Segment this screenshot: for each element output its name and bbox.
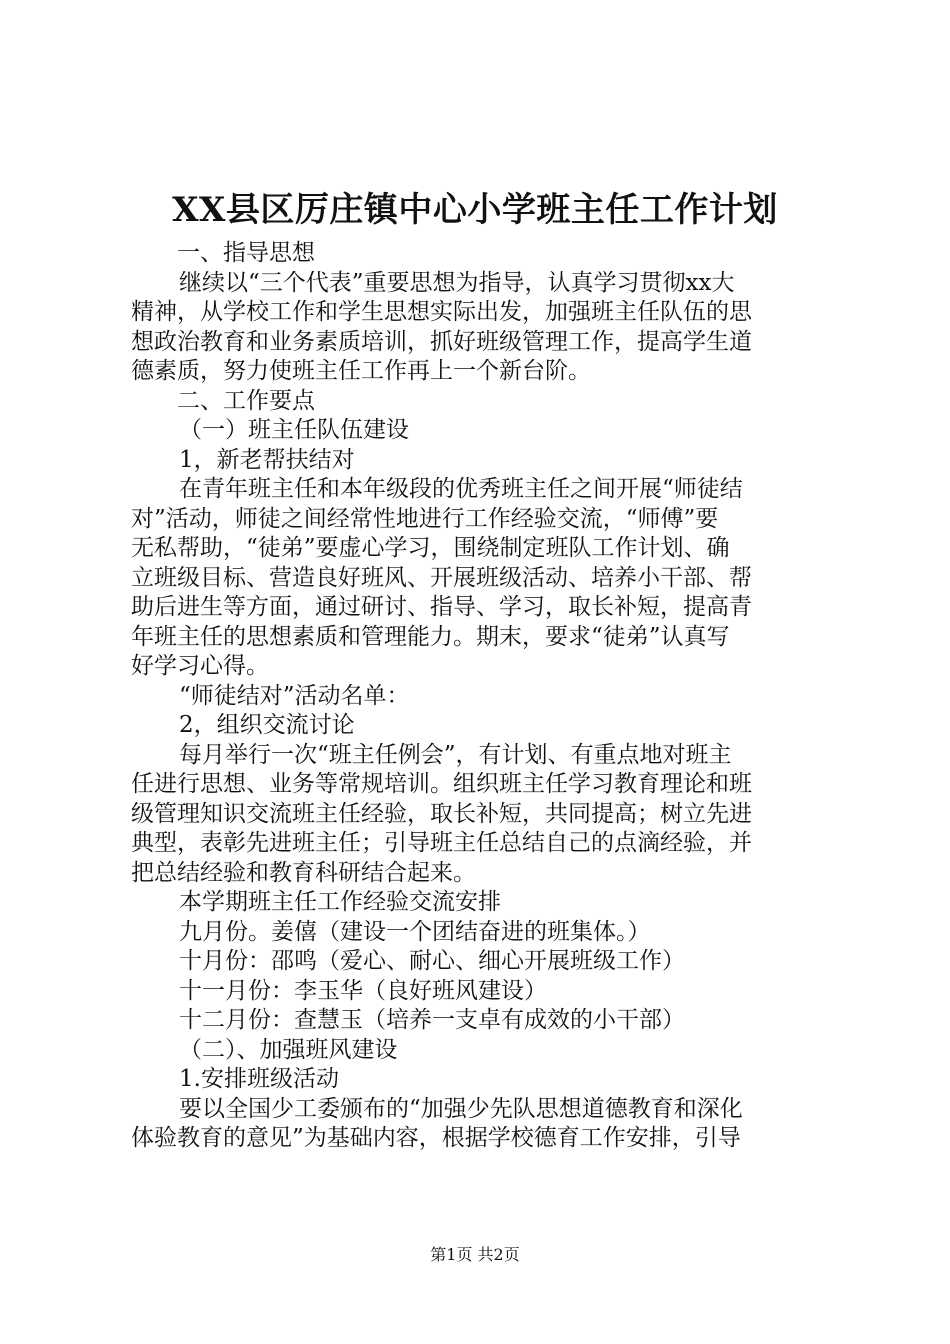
section-heading: 二、工作要点 <box>177 387 315 414</box>
paragraph-line: 立班级目标、营造良好班风、开展班级活动、培养小干部、帮 <box>131 564 752 591</box>
subsection-heading: （一）班主任队伍建设 <box>179 417 409 443</box>
schedule-item: 十一月份：李玉华（良好班风建设） <box>179 977 547 1004</box>
item-heading: 1，新老帮扶结对 <box>179 446 355 473</box>
schedule-item: 九月份。姜僖（建设一个团结奋进的班集体。） <box>179 918 651 945</box>
paragraph-line: 体验教育的意见”为基础内容，根据学校德育工作安排，引导 <box>131 1125 741 1151</box>
item-heading: 1.安排班级活动 <box>179 1066 339 1092</box>
paragraph-line: 想政治教育和业务素质培训，抓好班级管理工作，提高学生道 <box>131 328 752 355</box>
subsection-heading: （二）、加强班风建设 <box>179 1036 398 1063</box>
paragraph-line: 无私帮助，“徒弟”要虚心学习，围绕制定班队工作计划、确 <box>131 535 730 561</box>
paragraph-line: 在青年班主任和本年级段的优秀班主任之间开展“师徒结 <box>179 476 743 502</box>
paragraph-line: 好学习心得。 <box>131 653 269 679</box>
document-body <box>131 239 831 1154</box>
document-title: XX县区厉庄镇中心小学班主任工作计划 <box>172 190 778 230</box>
schedule-item: 十二月份：查慧玉（培养一支卓有成效的小干部） <box>179 1007 685 1033</box>
paragraph-line: 德素质，努力使班主任工作再上一个新台阶。 <box>131 358 591 384</box>
page-footer: 第1页 共2页 <box>430 1245 520 1264</box>
paragraph-line: 把总结经验和教育科研结合起来。 <box>131 859 476 886</box>
paragraph-line: 任进行思想、业务等常规培训。组织班主任学习教育理论和班 <box>131 771 752 797</box>
paragraph-line: 继续以“三个代表”重要思想为指导，认真学习贯彻xx大 <box>179 269 735 296</box>
list-caption: “师徒结对”活动名单： <box>179 682 410 709</box>
schedule-caption: 本学期班主任工作经验交流安排 <box>179 889 501 915</box>
paragraph-line: 助后进生等方面，通过研讨、指导、学习，取长补短，提高青 <box>131 594 752 620</box>
paragraph-line: 级管理知识交流班主任经验，取长补短，共同提高；树立先进 <box>131 800 752 827</box>
paragraph-line: 精神，从学校工作和学生思想实际出发，加强班主任队伍的思 <box>131 299 752 325</box>
schedule-item: 十月份：邵鸣（爱心、耐心、细心开展班级工作） <box>179 948 685 974</box>
paragraph-line: 每月举行一次“班主任例会”，有计划、有重点地对班主 <box>179 741 732 768</box>
paragraph-line: 对”活动，师徒之间经常性地进行工作经验交流，“师傅”要 <box>131 505 719 532</box>
item-heading: 2，组织交流讨论 <box>179 712 355 738</box>
section-heading: 一、指导思想 <box>177 240 315 266</box>
paragraph-line: 要以全国少工委颁布的“加强少先队思想道德教育和深化 <box>179 1095 743 1122</box>
paragraph-line: 典型，表彰先进班主任；引导班主任总结自己的点滴经验，并 <box>131 830 752 856</box>
paragraph-line: 年班主任的思想素质和管理能力。期末，要求“徒弟”认真写 <box>131 623 730 650</box>
